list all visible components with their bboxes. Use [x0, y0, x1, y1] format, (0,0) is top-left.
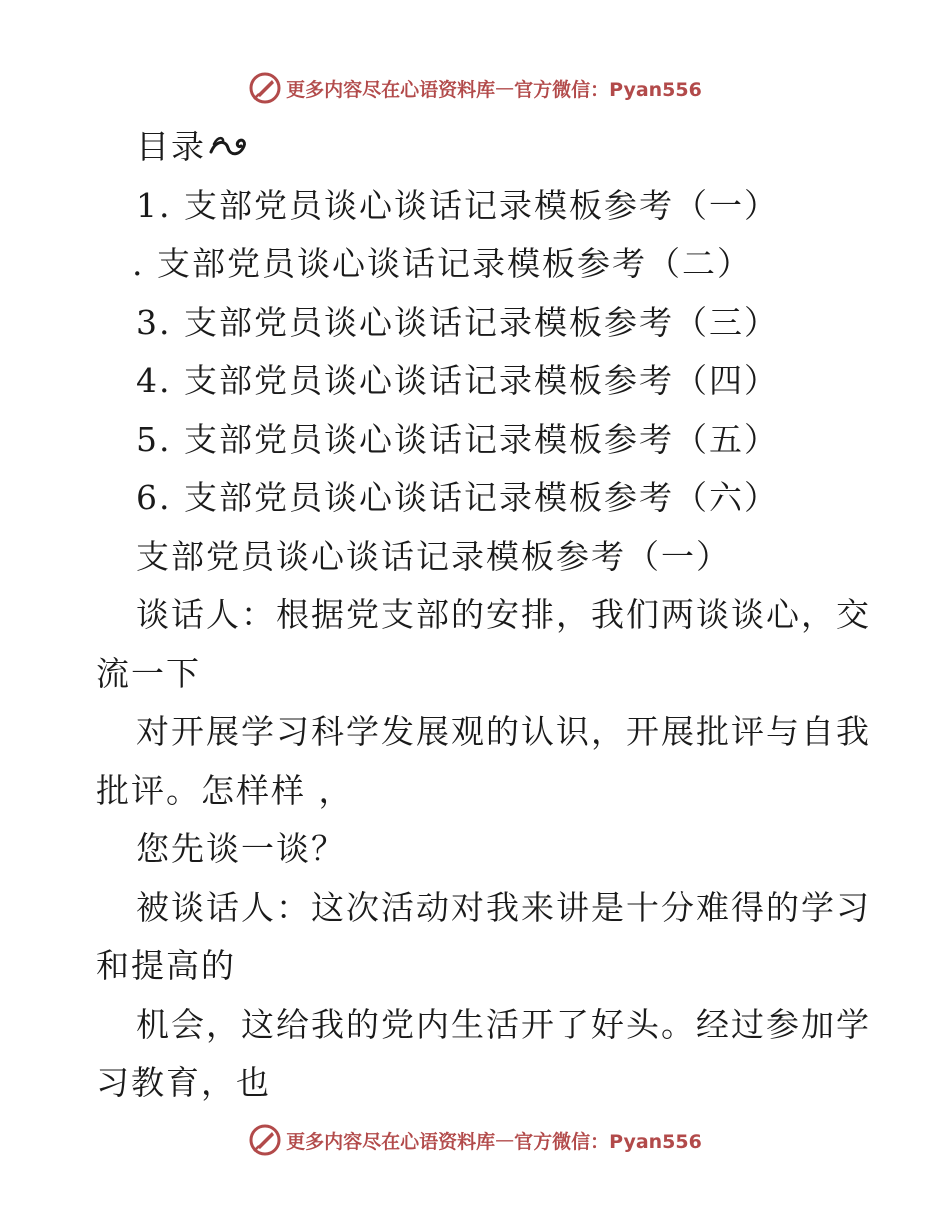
toc-item[interactable]: . 支部党员谈心谈话记录模板参考（二）: [132, 244, 752, 283]
toc-item[interactable]: 1. 支部党员谈心谈话记录模板参考（一）: [136, 185, 779, 225]
banner-site-text: 更多内容尽在心语资料库: [286, 78, 496, 101]
toc-item[interactable]: 5. 支部党员谈心谈话记录模板参考（五）: [136, 419, 779, 459]
banner-site-text: 更多内容尽在心语资料库: [286, 1130, 496, 1153]
paragraph-line: 习教育，也: [96, 1063, 271, 1102]
swirl-ornament-icon: [208, 132, 248, 162]
banner-contact-text: 官方微信：Pyan556: [514, 1130, 702, 1153]
paragraph-line: 被谈话人：这次活动对我来讲是十分难得的学习: [136, 887, 871, 927]
paragraph-line: 对开展学习科学发展观的认识，开展批评与自我: [136, 712, 871, 751]
paragraph-line: 机会，这给我的党内生活开了好头。经过参加学: [136, 1004, 871, 1044]
section-title: 支部党员谈心谈话记录模板参考（一）: [136, 536, 731, 576]
toc-item[interactable]: 3. 支部党员谈心谈话记录模板参考（三）: [136, 302, 779, 342]
footer-banner: [0, 1120, 950, 1160]
paragraph-line: 和提高的: [96, 946, 236, 985]
paragraph-line: 流一下: [96, 653, 201, 693]
banner-contact-text: 官方微信：Pyan556: [514, 78, 702, 101]
toc-item[interactable]: 4. 支部党员谈心谈话记录模板参考（四）: [136, 361, 779, 400]
toc-item[interactable]: 6. 支部党员谈心谈话记录模板参考（六）: [136, 478, 779, 517]
feather-pen-logo-icon: [248, 71, 282, 105]
banner-separator: —: [495, 1129, 515, 1151]
banner-separator: —: [495, 77, 515, 99]
paragraph-line: 谈话人：根据党支部的安排，我们两谈谈心，交: [136, 595, 871, 634]
paragraph-line: 批评。怎样样 ，: [96, 770, 354, 810]
paragraph-line: 您先谈一谈？: [136, 829, 346, 868]
toc-title-line: [96, 118, 856, 177]
toc-title: 目录: [136, 127, 206, 166]
feather-pen-logo-icon: [248, 1123, 282, 1157]
header-banner: [0, 68, 950, 108]
document-body: [96, 118, 871, 1113]
